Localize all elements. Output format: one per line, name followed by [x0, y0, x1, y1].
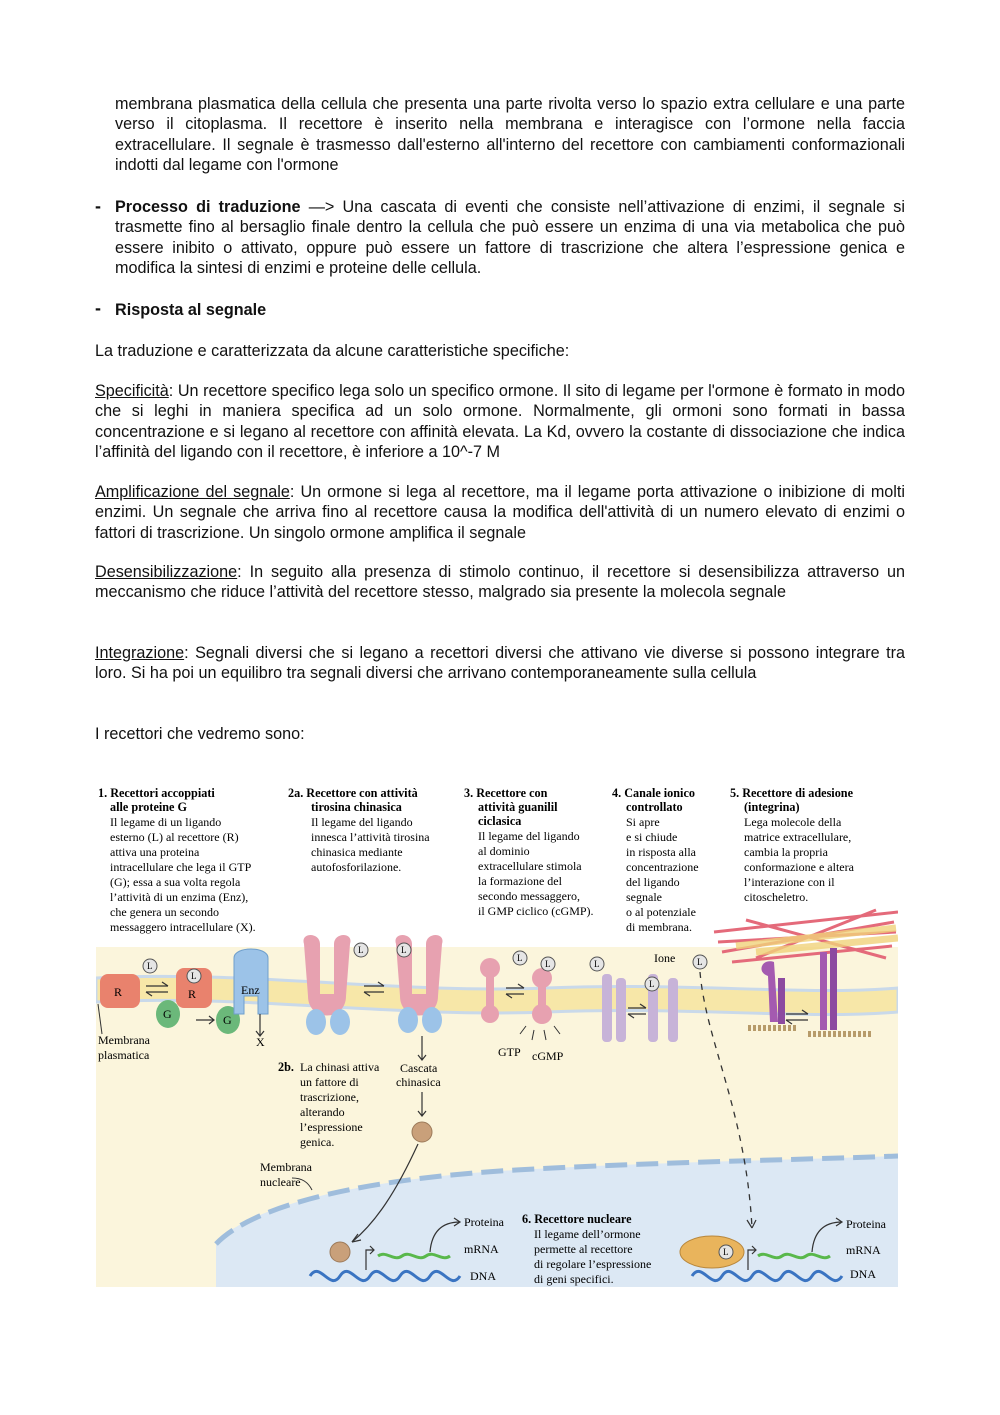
caption-line: Il legame del ligando — [311, 815, 413, 829]
tk-domain — [306, 1009, 326, 1035]
caption-line: Lega molecole della — [744, 815, 842, 829]
caption-line: secondo messaggero, — [478, 889, 580, 903]
caption-title: 6. Recettore nucleare — [522, 1212, 632, 1226]
ligand-label: L — [517, 953, 523, 963]
tk-domain — [422, 1007, 442, 1033]
receptors-intro: I recettori che vedremo sono: — [95, 725, 305, 743]
caption-line: permette al recettore — [534, 1242, 633, 1256]
tk-domain — [330, 1009, 350, 1035]
bullet-marker: - — [95, 298, 101, 318]
caption-line: un fattore di — [300, 1075, 359, 1089]
feature-integrazione — [95, 643, 905, 684]
caption-line: Si apre — [626, 815, 660, 829]
tk-domain — [398, 1007, 418, 1033]
caption-2a — [288, 786, 430, 874]
gc-base-active — [532, 1004, 552, 1024]
caption-line: in risposta alla — [626, 845, 696, 859]
caption-line: matrice extracellulare, — [744, 830, 852, 844]
feature-amplificazione — [95, 482, 905, 543]
channel-subunit-open — [668, 978, 678, 1042]
lead-text: La traduzione e caratterizzata da alcune caratteristiche specifiche: — [95, 342, 570, 360]
nuclear-membrane-label: nucleare — [260, 1175, 301, 1189]
caption-line: trascrizione, — [300, 1090, 359, 1104]
caption-line: concentrazione — [626, 860, 699, 874]
caption-line: segnale — [626, 890, 662, 904]
ligand-label: L — [697, 957, 703, 967]
caption-line: citoscheletro. — [744, 890, 809, 904]
caption-line: chinasica mediante — [311, 845, 403, 859]
bullet-title: Processo di traduzione — [115, 198, 301, 216]
caption-line: del ligando — [626, 875, 680, 889]
caption-line: (G); essa a sua volta regola — [110, 875, 241, 889]
feature-term: Integrazione — [95, 644, 185, 662]
dna-label: DNA — [850, 1267, 876, 1281]
ligand-label: L — [147, 961, 153, 971]
integrin-subunit — [778, 978, 785, 1024]
bullet-title: Risposta al segnale — [115, 301, 267, 319]
caption-line: al dominio — [478, 844, 530, 858]
caption-line: messaggero intracellulare (X). — [110, 920, 256, 934]
caption-line: di regolare l’espressione — [534, 1257, 652, 1271]
second-messenger-label: X — [256, 1035, 265, 1049]
mrna-label: mRNA — [846, 1243, 881, 1257]
caption-line: il GMP ciclico (cGMP). — [478, 904, 594, 918]
caption-line: di geni specifici. — [534, 1272, 614, 1286]
caption-line: che genera un secondo — [110, 905, 219, 919]
cascade-label: chinasica — [396, 1075, 441, 1089]
caption-line: e si chiude — [626, 830, 678, 844]
transcription-factor-bound — [330, 1242, 350, 1262]
caption-line: esterno (L) al recettore (R) — [110, 830, 239, 844]
ligand-label: L — [723, 1247, 729, 1257]
cascade-label: Cascata — [400, 1061, 438, 1075]
ligand-label: L — [649, 979, 655, 989]
plasma-membrane-label: Membrana — [98, 1033, 150, 1047]
ligand-label: L — [545, 959, 551, 969]
protein-label: Proteina — [464, 1215, 504, 1229]
caption-4 — [612, 786, 699, 934]
caption-line: cambia la propria — [744, 845, 828, 859]
caption-line: conformazione e altera — [744, 860, 854, 874]
ion-label: Ione — [654, 951, 676, 965]
bullet-marker: - — [95, 196, 101, 216]
feature-text: : In seguito alla presenza di stimolo continuo, il recettore si desensibilizza attraverso un meccanismo che riduce l’attività del recettore stesso, malgrado sia presente la molecola segnale — [95, 563, 905, 602]
feature-term: Amplificazione del segnale — [95, 483, 290, 501]
caption-title: attività guanilil — [478, 800, 558, 814]
integrin-active-subunit — [830, 948, 837, 1030]
caption-title: controllato — [626, 800, 683, 814]
caption-5 — [730, 786, 855, 904]
caption-line: extracellulare stimola — [478, 859, 582, 873]
caption-line: autofosforilazione. — [311, 860, 402, 874]
caption-line: l’interazione con il — [744, 875, 835, 889]
protein-label: Proteina — [846, 1217, 886, 1231]
caption-line: innesca l’attività tirosina — [311, 830, 430, 844]
bullet-text: —> Una cascata di eventi che consiste nell’attivazione di enzimi, il segnale si trasmette fino al bersaglio finale dentro la cellula che può essere un enzima di una via metabolica che può essere inibito o attivato, oppure può essere un fattore di trascrizione che altera l’espressione genica e modifica la sintesi di enzimi e proteine delle cellula. — [115, 198, 906, 277]
caption-title: (integrina) — [744, 800, 800, 814]
feature-specificita — [95, 381, 905, 462]
caption-line: intracellulare che lega il GTP — [110, 860, 252, 874]
cgmp-label: cGMP — [532, 1049, 564, 1063]
caption-title: 4. Canale ionico — [612, 786, 695, 800]
gc-stem — [486, 974, 494, 1008]
channel-subunit — [602, 974, 612, 1042]
ligand-label: L — [401, 945, 407, 955]
caption-line: attiva una proteina — [110, 845, 200, 859]
caption-line: genica. — [300, 1135, 335, 1149]
caption-title: alle proteine G — [110, 800, 187, 814]
gc-stem-active — [538, 982, 546, 1006]
caption-1 — [98, 786, 256, 934]
caption-line: Il legame di un ligando — [110, 815, 222, 829]
caption-line: l’attività di un enzima (Enz), — [110, 890, 249, 904]
mrna-label: mRNA — [464, 1242, 499, 1256]
ligand-label: L — [358, 945, 364, 955]
transcription-factor — [412, 1122, 432, 1142]
enzyme-label: Enz — [241, 983, 260, 997]
caption-line: alterando — [300, 1105, 345, 1119]
channel-subunit — [616, 978, 626, 1042]
bullet-traduzione — [115, 197, 905, 278]
integrin-active — [820, 952, 827, 1030]
gc-base — [481, 1005, 499, 1023]
feature-text: : Un ormone si lega al recettore, ma il legame porta attivazione o inibizione di molti enzimi. Un segnale che arriva fino al recettore causa la modifica dell'attività di un numero elevato di enzimi o fattori di trascrizione. Un singolo ormone amplifica il segnale — [95, 483, 906, 542]
caption-title: ciclasica — [478, 814, 522, 828]
feature-term: Specificità — [95, 382, 169, 400]
dna-label: DNA — [470, 1269, 496, 1283]
caption-3 — [464, 786, 594, 918]
bullet-risposta — [115, 300, 905, 320]
caption-title: 1. Recettori accoppiati — [98, 786, 215, 800]
plasma-membrane-label: plasmatica — [98, 1048, 150, 1062]
receptor-r-label: R — [188, 987, 197, 1001]
ligand-label: L — [191, 971, 197, 981]
gtp-label: GTP — [498, 1045, 521, 1059]
caption-title: 3. Recettore con — [464, 786, 548, 800]
feature-desensibilizzazione — [95, 562, 905, 603]
caption-line: o al potenziale — [626, 905, 696, 919]
caption-line: Il legame dell’ormone — [534, 1227, 641, 1241]
receptor-r-label: R — [114, 985, 123, 999]
caption-line: l’espressione — [300, 1120, 363, 1134]
caption-title: 2a. Recettore con attività — [288, 786, 418, 800]
g-protein-label: G — [163, 1007, 172, 1021]
caption-title: 5. Recettore di adesione — [730, 786, 853, 800]
caption-title: 2b. — [278, 1060, 294, 1074]
feature-text: : Segnali diversi che si legano a recettori diversi che attivano vie diverse si possono integrare tra loro. Si ha poi un equilibro tra segnali diversi che arrivano contemporaneamente sulla cellula — [95, 644, 905, 683]
nuclear-membrane-label: Membrana — [260, 1160, 312, 1174]
feature-term: Desensibilizzazione — [95, 563, 238, 581]
feature-text: : Un recettore specifico lega solo un specifico ormone. Il sito di legame per l'ormone è formato in modo che si leghi in maniera specifica ad un solo ormone. Normalmente, gli ormoni sono formati in bassa concentrazione e si legano al recettore con affinità elevata. La Kd, ovvero la costante di dissociazione che indica l’affinità del ligando con il recettore, è inferiore a 10^-7 M — [95, 382, 905, 461]
caption-title: tirosina chinasica — [311, 800, 402, 814]
g-protein-label: G — [223, 1013, 232, 1027]
nuclear-receptor — [680, 1236, 744, 1268]
caption-line: di membrana. — [626, 920, 692, 934]
caption-line: La chinasi attiva — [300, 1060, 380, 1074]
intro-paragraph: membrana plasmatica della cellula che presenta una parte rivolta verso lo spazio extra cellulare e una parte verso il citoplasma. Il recettore è inserito nella membrana e interagisce con l’ormone nella faccia extracellulare. Il segnale è trasmesso dall'esterno all'interno del recettore con cambiamenti conformazionali indotti dal legame con l'ormone — [115, 95, 905, 174]
receptor-types-figure — [96, 782, 898, 1287]
caption-line: Il legame del ligando — [478, 829, 580, 843]
caption-line: la formazione del — [478, 874, 562, 888]
ligand-label: L — [594, 959, 600, 969]
